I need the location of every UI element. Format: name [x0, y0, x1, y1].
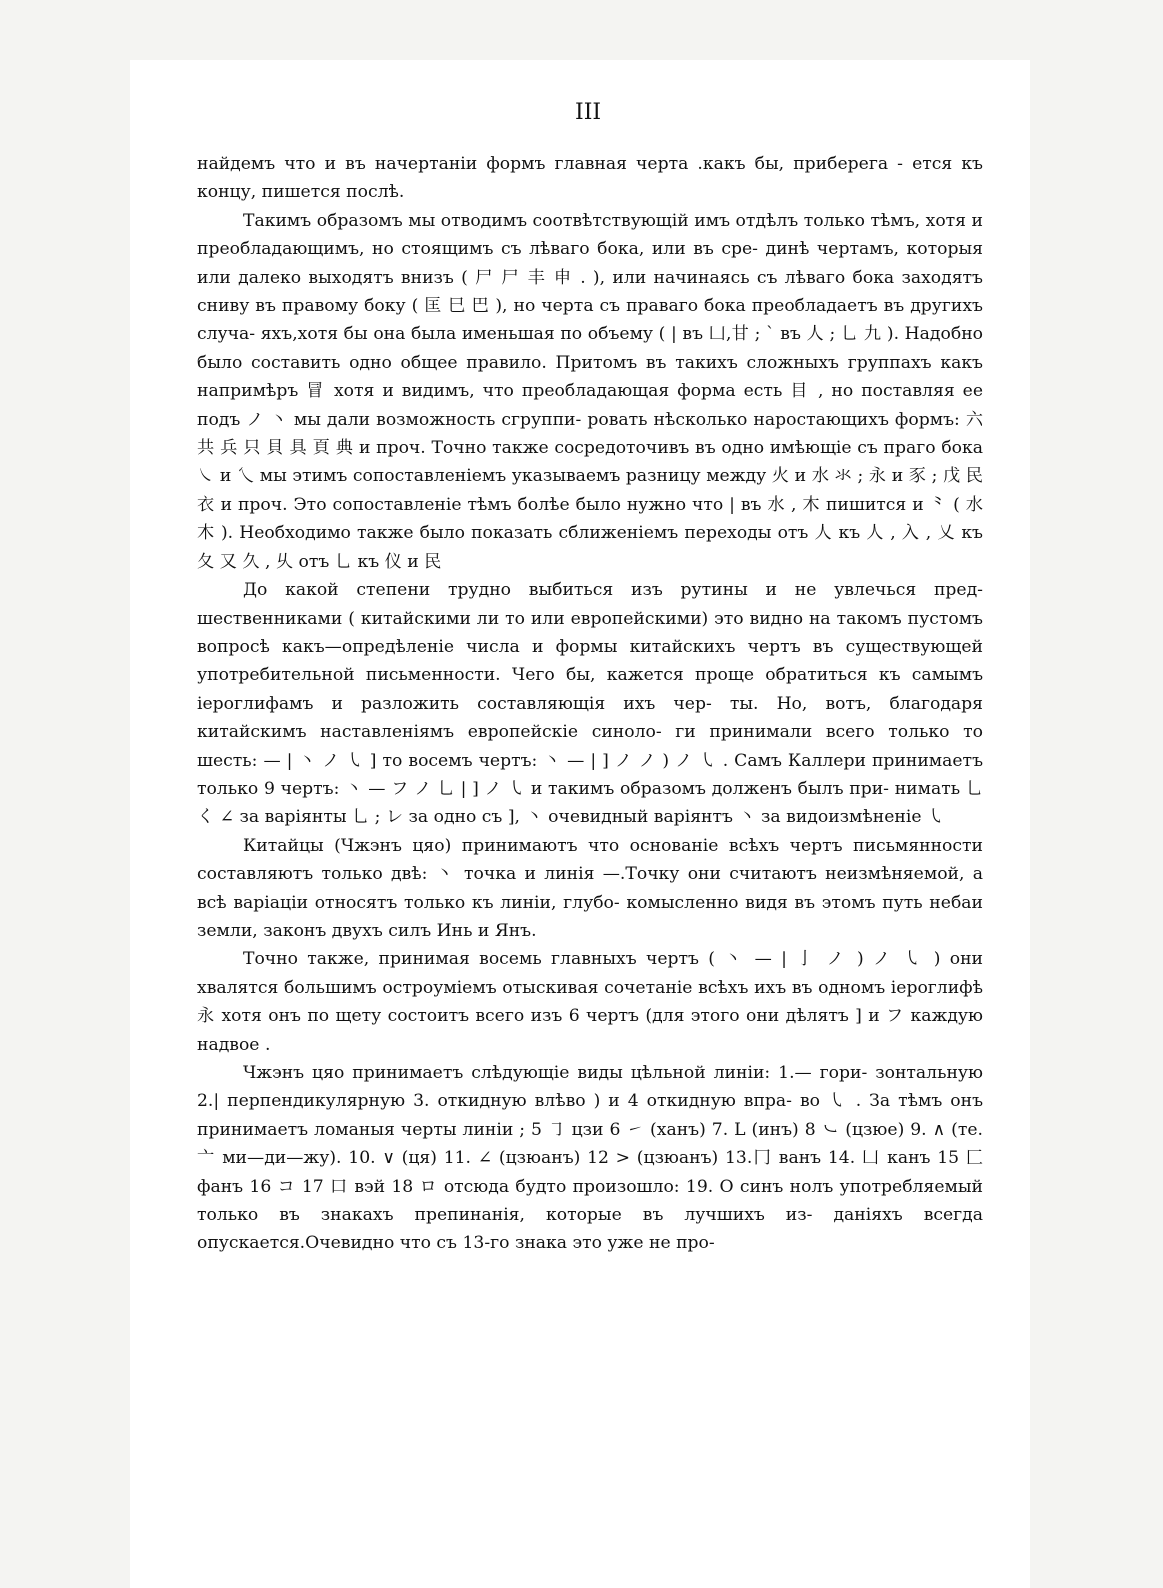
line-36: одномъ іероглифѣ 永 хотя онъ по щету состоитъ всего изъ 6 чертъ [197, 977, 983, 1027]
line-18: 久 , 乆 отъ 乚 къ 仪 и 民 [242, 551, 442, 572]
line-12: ровать нѣсколько наростающихъ формъ: 六 共 兵 只 貝 具 頁 典 и [197, 409, 984, 459]
line-43: 16 コ 17 口 вэй 18 ロ отсюда будто произошло: 19. O синъ нолъ [249, 1176, 834, 1197]
line-16: | въ 水 , 木 пишится и ⺀ ( 水 木 ). Необходимо также было [197, 494, 983, 544]
line-5: динѣ чертамъ, которыя или далеко выходятъ внизъ ( 尸 尸 丰 申 . ), [197, 239, 983, 288]
line-32: считаютъ неизмѣняемой, а всѣ варіаціи относятъ только къ линіи, глубо- [197, 864, 983, 913]
body-text [197, 150, 983, 1258]
line-34: Точно также, принимая восемь главныхъ чертъ ( 丶 — | 亅 ノ ) ノ ㇂ ) [243, 949, 941, 970]
line-19: До какой степени трудно выбиться изъ рутины и не увлечься пред- [243, 580, 983, 601]
line-6: или начинаясь съ лѣваго бока заходятъ сниву въ правому боку ( 匡 [197, 267, 983, 317]
line-7: 巳 巴 ), но черта съ праваго бока преобладаетъ въ другихъ случа- [197, 296, 983, 345]
line-29: варіянтъ 丶 за видоизмѣненіе ㇂ [653, 807, 945, 828]
line-33: комысленно видя въ этомъ путь небаи земли, законъ двухъ силъ Инь и Янъ. [197, 892, 983, 941]
line-35: они хвалятся большимъ остроуміемъ отыскивая сочетаніе всѣхъ ихъ въ [197, 949, 984, 998]
line-3: Такимъ образомъ мы отводимъ соотвѣтствующій имъ отдѣлъ только [243, 210, 865, 231]
line-20: шественниками ( китайскими ли то или европейскими) это видно на такомъ [197, 608, 902, 629]
line-4: тѣмъ, хотя и преобладающимъ, но стоящимъ съ лѣваго бока, или въ сре- [197, 210, 983, 260]
paragraph-3 [197, 576, 983, 832]
line-21: пустомъ вопросѣ какъ—опредѣленіе числа и формы китайскихъ чертъ въ [197, 608, 983, 657]
line-26: чертъ: 丶 — | ] ノ ノ ) ノ ㇂ . Самъ Каллери принимаетъ только 9 [197, 750, 983, 799]
line-37: (для этого они дѣлятъ ] и フ каждую надвое . [197, 1006, 983, 1055]
line-15: и 豕 ; 戊 民 衣 и проч. Это сопоставленіе тѣмъ болѣе было нужно что [197, 466, 983, 515]
paragraph-2 [197, 207, 983, 576]
line-45: даніяхъ всегда опускается.Очевидно что съ 13-го знака это уже не про- [197, 1205, 984, 1254]
line-13: проч. Точно также сосредоточивъ въ одно имѣющіе съ праго бока ㇏ и 乀 [197, 438, 984, 487]
line-40: во ㇂ . За тѣмъ онъ принимаетъ ломаныя черты линіи ; 5 ㇆ цзи 6 ㇀ [197, 1091, 984, 1140]
page-number: III [575, 100, 602, 125]
paragraph-5 [197, 945, 983, 1059]
line-24: ты. Но, вотъ, благодаря китайскимъ наставленіямъ европейскіе синоло- [197, 693, 983, 743]
line-23: обратиться къ самымъ іероглифамъ и разложить составляющія ихъ чер- [197, 665, 984, 714]
line-22: существующей употребительной письменности. Чего бы, кажется проще [197, 636, 983, 686]
line-9: 九 ). Надобно было составить одно общее правило. Притомъ въ такихъ [197, 324, 984, 373]
line-42: 11. ∠ (цзюанъ) 12 > (цзюанъ) 13.冂 ванъ 14. 凵 канъ 15 匚 фанъ [197, 1148, 983, 1197]
line-27: чертъ: 丶 — フ ノ 乚 | ] ノ ㇂ и такимъ образомъ долженъ былъ при- [280, 778, 889, 799]
line-1: найдемъ что и въ начертаніи формъ главная черта .какъ бы, приберега - [197, 154, 903, 174]
line-11: форма есть 目 , но поставляя ее подъ ノ 丶 мы дали возможность сгруппи- [197, 381, 983, 430]
line-10: сложныхъ группахъ какъ напримѣръ 冒 хотя и видимъ, что преобладающая [197, 352, 983, 402]
line-28: нимать 乚 く ∠ за варіянты 乚 ; レ за одно съ ], 丶 очевидный [197, 778, 983, 828]
paragraph-6 [197, 1059, 983, 1258]
line-2: ется къ концу, пишется послѣ. [197, 154, 983, 203]
line-30: Китайцы (Чжэнъ цяо) принимаютъ что основаніе всѣхъ чертъ [243, 835, 843, 856]
paragraph-4 [197, 832, 983, 946]
line-14: мы этимъ сопоставленіемъ указываемъ разницу между 火 и 水 氺 ; 永 [259, 466, 887, 487]
paragraph-1 [197, 150, 983, 207]
line-17: показать сближеніемъ переходы отъ 人 къ 人 , 入 , 乂 къ 夂 又 [197, 523, 983, 572]
line-44: употребляемый только въ знакахъ препинанія, которые въ лучшихъ из- [197, 1176, 983, 1226]
line-31: письмянности составляютъ только двѣ: 丶 точка и линія —.Точку они [197, 835, 983, 885]
line-38: Чжэнъ цяо принимаетъ слѣдующіе виды цѣльной линіи: 1.— гори- [243, 1063, 868, 1083]
line-8: яхъ,хотя бы она была именьшая по объему ( | въ 凵,甘 ; ` въ 人 ; 乚 [260, 324, 859, 345]
line-41: (ханъ) 7. L (инъ) 8 ㇃ (цзюе) 9. ∧ (те. 亠 ми—ди—жу). 10. ∨ (ця) [197, 1119, 984, 1169]
line-39: зонтальную 2.| перпендикулярную 3. откидную влѣво ) и 4 откидную впра- [197, 1063, 983, 1112]
line-25: ги принимали всего только то шесть: — | 丶 ノ ㇂ ] то восемъ [197, 722, 983, 771]
